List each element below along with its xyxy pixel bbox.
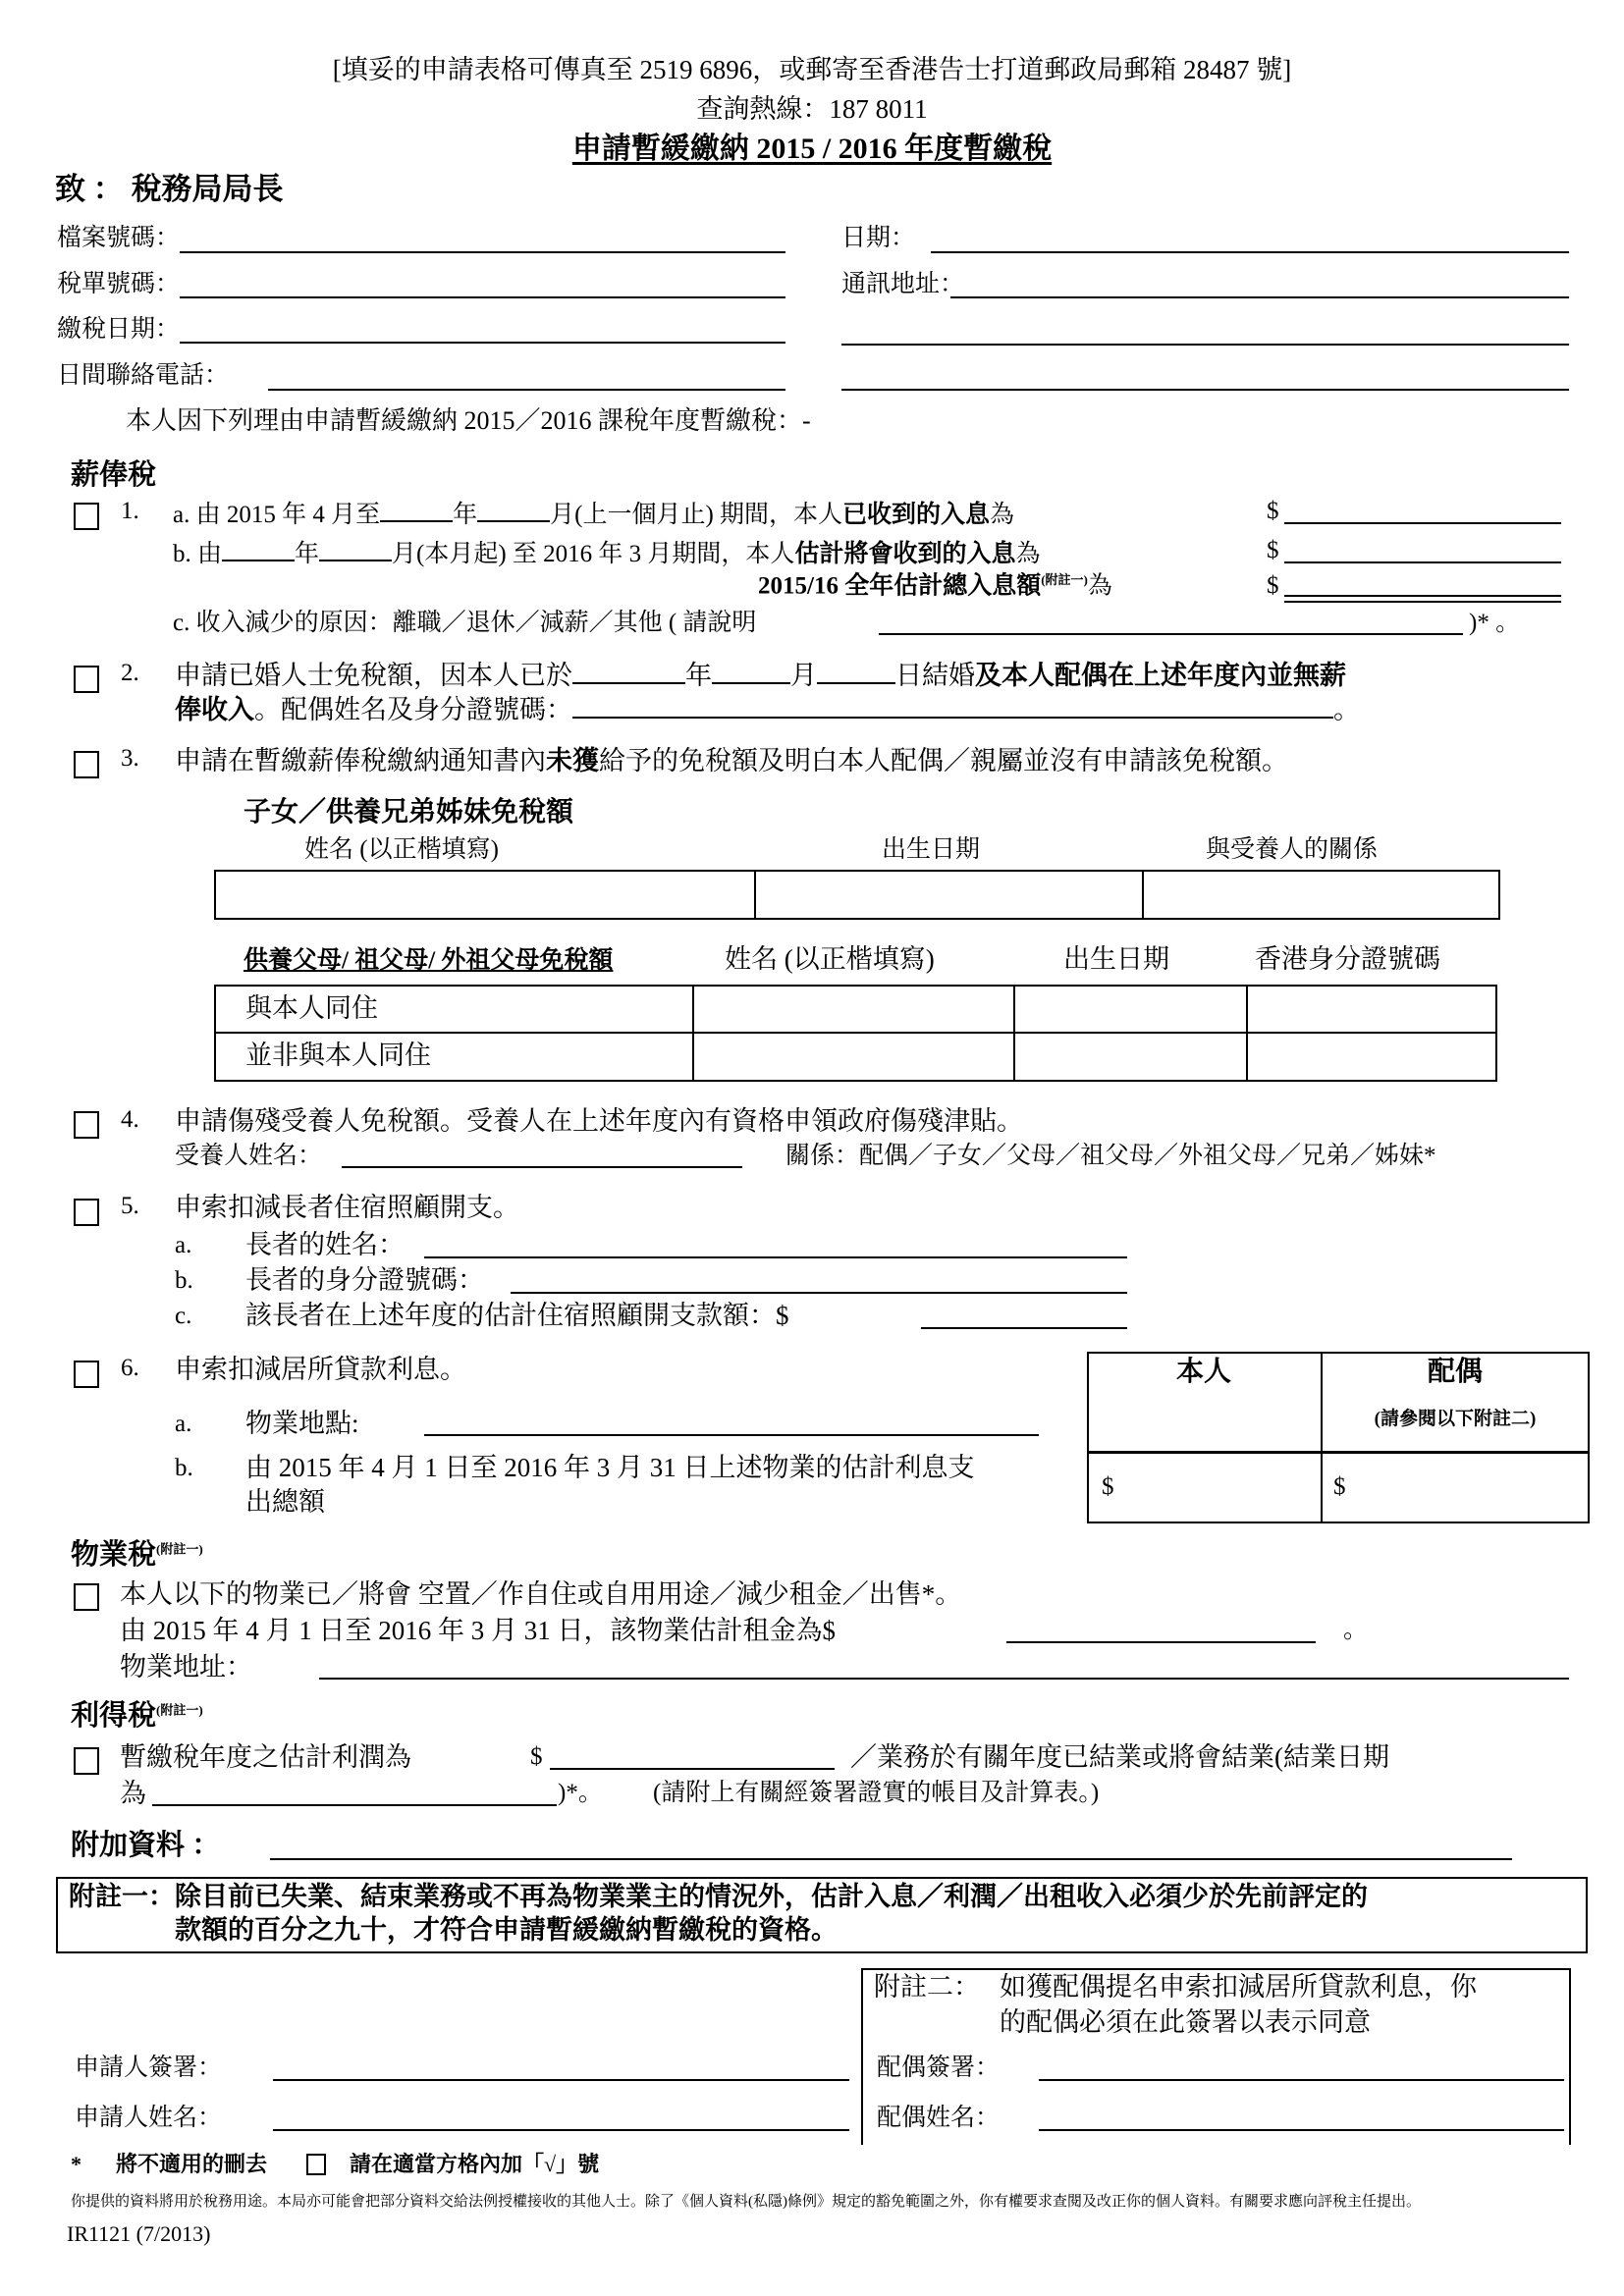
profits-line1-a: 暫繳稅年度之估計利潤為 (120, 1742, 411, 1772)
item2-part: 申請已婚人士免稅額，因本人已於 (175, 661, 572, 690)
children-col-name: 姓名 (以正楷填寫) (304, 836, 499, 863)
item1b-year-blank[interactable] (222, 538, 295, 561)
footer-tick-note: 請在適當方格內加「√」號 (350, 2152, 600, 2176)
note2-label: 附註二： (874, 1972, 980, 2002)
interest-self-header: 本人 (1175, 1357, 1231, 1387)
interest-self-amount[interactable]: $ (1102, 1473, 1114, 1500)
item2-part: 。配偶姓名及身分證號碼： (254, 695, 572, 724)
profits-tax-heading (71, 1702, 203, 1731)
daytime-phone-label: 日間聯絡電話： (57, 362, 230, 389)
submission-instructions: [填妥的申請表格可傳真至 2519 6896，或郵寄至香港告士打道郵政局郵箱 28487 號] (332, 55, 1292, 84)
elder-name-label: 長者的姓名： (245, 1230, 405, 1259)
applicant-signature-field[interactable] (273, 2079, 849, 2081)
applicant-name-field[interactable] (273, 2129, 849, 2131)
item3-number: 3. (121, 745, 139, 772)
salaries-tax-heading: 薪俸稅 (71, 459, 157, 491)
parents-col-id: 香港身分證號碼 (1255, 944, 1440, 974)
item3-part: 申請在暫繳薪俸稅繳納通知書內 (175, 746, 546, 775)
parents-col-name: 姓名 (以正楷填寫) (725, 944, 935, 974)
row-living-with: 與本人同住 (245, 993, 378, 1023)
profits-line2-a: 為 (120, 1779, 146, 1808)
children-col-dob: 出生日期 (882, 836, 981, 863)
item1a-part: 年 (453, 502, 478, 528)
item1b-part: 為 (1015, 541, 1041, 567)
item1b-amount-field[interactable] (1284, 561, 1561, 563)
interest-text-2: 出總額 (245, 1487, 325, 1517)
item6a-key: a. (175, 1411, 192, 1437)
additional-info-label: 附加資料 ： (71, 1830, 221, 1861)
item1b-text (173, 538, 1040, 566)
item5c-key: c. (175, 1303, 192, 1329)
item6b-key: b. (175, 1455, 193, 1481)
note1-line2: 款額的百分之九十，才符合申請暫緩繳納暫繳稅的資格。 (175, 1915, 838, 1945)
item1c-end: )* 。 (1469, 610, 1521, 636)
divider (692, 985, 694, 1081)
item1a-part: 為 (990, 502, 1015, 528)
property-checkbox[interactable] (74, 1583, 99, 1611)
interest-text-1: 由 2015 年 4 月 1 日至 2016 年 3 月 31 日上述物業的估計利息支 (245, 1453, 975, 1482)
spouse-name-label: 配偶姓名： (877, 2105, 1001, 2131)
item2-part: 年 (685, 661, 712, 690)
item6-checkbox[interactable] (74, 1361, 99, 1388)
item2-year-blank[interactable] (572, 661, 685, 684)
applicant-signature-label: 申請人簽署： (75, 2055, 223, 2081)
item1b-bold: 估計將會收到的入息 (794, 541, 1016, 567)
item1b-dollar: $ (1267, 537, 1279, 563)
note1-label: 附註一： (69, 1882, 175, 1911)
item2-part: 。 (1333, 695, 1360, 724)
item1a-text (173, 499, 1014, 527)
item1a-month-blank[interactable] (477, 499, 550, 522)
profits-dollar: $ (530, 1743, 543, 1770)
item2-bold: 俸收入 (175, 695, 254, 724)
additional-info-field[interactable] (270, 1858, 1512, 1860)
property-address-field[interactable] (319, 1678, 1569, 1680)
assessment-no-label: 稅單號碼： (57, 271, 181, 297)
elder-id-label: 長者的身分證號碼： (245, 1265, 484, 1295)
children-relation-cell[interactable] (1144, 872, 1494, 916)
item5-text: 申索扣減長者住宿照顧開支。 (175, 1193, 519, 1222)
property-rent-field[interactable] (1006, 1641, 1316, 1643)
item2-part: 月 (790, 661, 817, 690)
item1-total-bold: 2015/16 全年估計總入息額 (758, 572, 1042, 600)
item1b-part: 年 (295, 541, 320, 567)
parents-col-dob: 出生日期 (1063, 944, 1169, 974)
profits-tax-heading-text: 利得稅 (71, 1700, 157, 1732)
item2-part: 日結婚 (895, 661, 975, 690)
item1c-reason-field[interactable] (879, 633, 1463, 635)
hotline: 查詢熱線：187 8011 (696, 94, 928, 124)
item1a-dollar: $ (1267, 498, 1279, 524)
elder-id-field[interactable] (511, 1292, 1127, 1294)
due-date-label: 繳稅日期： (57, 316, 181, 343)
children-name-cell[interactable] (216, 872, 752, 916)
children-table-title: 子女／供養兄弟姊妹免稅額 (244, 797, 574, 828)
item1c-text: c. 收入減少的原因：離職／退休／減薪／其他 ( 請說明 (173, 610, 757, 636)
profits-line1-b: ／業務於有關年度已結業或將會結業(結業日期 (850, 1742, 1389, 1772)
divider (1087, 1451, 1589, 1454)
cessation-date-field[interactable] (152, 1804, 557, 1806)
interest-spouse-note: (請參閱以下附註二) (1374, 1409, 1537, 1429)
item3-checkbox[interactable] (74, 751, 99, 778)
file-no-field[interactable] (180, 251, 785, 253)
item1-total-part: 為 (1087, 572, 1112, 600)
item2-line2 (175, 695, 1360, 723)
item1-total-text (758, 573, 1112, 598)
property-line2: 由 2015 年 4 月 1 日至 2016 年 3 月 31 日，該物業估計租金為$ (120, 1616, 836, 1645)
spouse-name-field[interactable] (1039, 2129, 1564, 2131)
property-address-label: 物業地址： (120, 1652, 252, 1682)
elder-name-field[interactable] (424, 1256, 1127, 1258)
row-not-living-with: 並非與本人同住 (245, 1041, 431, 1070)
interest-spouse-amount[interactable]: $ (1333, 1473, 1346, 1500)
property-line1: 本人以下的物業已／將會 空置／作自住或自用用途／減少租金／出售*。 (120, 1579, 962, 1609)
profits-amount-field[interactable] (550, 1768, 835, 1770)
item2-bold: 及本人配偶在上述年度內並無薪 (975, 661, 1346, 690)
item1a-year-blank[interactable] (380, 499, 453, 522)
item5b-key: b. (175, 1267, 193, 1294)
item2-number: 2. (121, 660, 139, 686)
due-date-field[interactable] (180, 342, 785, 344)
item1b-part: 月(本月起) 至 2016 年 3 月期間，本人 (392, 541, 795, 567)
dependant-name-label: 受養人姓名： (175, 1143, 323, 1169)
privacy-statement: 你提供的資料將用於稅務用途。本局亦可能會把部分資料交給法例授權接收的其他人士。除了《個人資料(私隱)條例》規定的豁免範圍之外，你有權要求查閱及改正你的個人資料。有關要求應向評稅主任提出。 (71, 2194, 1421, 2210)
date-field[interactable] (931, 251, 1569, 253)
item4-text: 申請傷殘受養人免稅額。受養人在上述年度內有資格申領政府傷殘津貼。 (175, 1106, 1023, 1136)
note-ref: (附註一) (1041, 572, 1088, 587)
intro-text: 本人因下列理由申請暫緩繳納 2015／2016 課稅年度暫繳稅：- (126, 406, 811, 435)
file-no-label: 檔案號碼： (57, 225, 181, 251)
note-ref: (附註一) (156, 1702, 203, 1718)
property-line2-end: 。 (1343, 1617, 1369, 1643)
item1b-month-blank[interactable] (319, 538, 392, 561)
elder-expense-field[interactable] (921, 1327, 1127, 1329)
property-tax-heading (71, 1541, 203, 1570)
daytime-phone-field[interactable] (268, 389, 785, 391)
children-dob-cell[interactable] (756, 872, 1140, 916)
item6-number: 6. (121, 1355, 139, 1381)
interest-spouse-header: 配偶 (1427, 1357, 1483, 1387)
spouse-name-id-field[interactable] (572, 695, 1333, 719)
item5a-key: a. (175, 1232, 192, 1258)
item1b-part: b. 由 (173, 541, 223, 567)
property-location-label: 物業地點: (245, 1409, 359, 1438)
note2-line1: 如獲配偶提名申索扣減居所貸款利息，你 (1000, 1972, 1477, 2002)
item1a-part: a. 由 2015 年 4 月至 (173, 502, 381, 528)
divider (1246, 985, 1248, 1081)
item1-checkbox[interactable] (74, 503, 99, 530)
profits-line2-c: (請附上有關經簽署證實的帳目及計算表。) (653, 1780, 1100, 1806)
form-title-text: 申請暫緩繳納 2015 / 2016 年度暫繳稅 (571, 133, 1053, 165)
item4-checkbox[interactable] (74, 1111, 99, 1139)
item1-number: 1. (121, 498, 139, 524)
profits-line2-b: )*。 (558, 1780, 603, 1806)
item3-part: 給予的免稅額及明白本人配偶／親屬並沒有申請該免稅額。 (599, 746, 1288, 775)
item5-checkbox[interactable] (74, 1199, 99, 1226)
form-number: IR1121 (7/2013) (67, 2221, 211, 2246)
item1-total-dollar: $ (1267, 572, 1279, 599)
profits-checkbox[interactable] (74, 1747, 99, 1775)
note1-text: 除目前已失業、結束業務或不再為物業業主的情況外，估計入息／利潤／出租收入必須少於先前評定的 (175, 1882, 1368, 1911)
form-title (0, 134, 1624, 164)
spouse-signature-field[interactable] (1039, 2079, 1564, 2081)
property-location-field[interactable] (424, 1434, 1039, 1436)
elder-expense-label: 該長者在上述年度的估計住宿照顧開支款額：$ (245, 1301, 789, 1330)
property-tax-heading-text: 物業稅 (71, 1539, 157, 1571)
address-field-line3[interactable] (841, 389, 1569, 391)
item2-checkbox[interactable] (74, 666, 99, 693)
item5-number: 5. (121, 1193, 139, 1219)
item3-bold: 未獲 (546, 746, 599, 775)
dependant-name-field[interactable] (342, 1166, 742, 1168)
item2-day-blank[interactable] (817, 661, 895, 684)
addressee: 致 ： 稅務局局長 (55, 172, 284, 206)
spouse-signature-label: 配偶簽署： (877, 2055, 1001, 2081)
date-label: 日期： (841, 225, 916, 251)
address-label: 通訊地址： (841, 271, 965, 297)
item1a-part: 月(上一個月止) 期間，本人 (550, 502, 843, 528)
note2-line2: 的配偶必須在此簽署以表示同意 (1000, 2007, 1371, 2037)
footer-delete-note: 將不適用的刪去 (116, 2152, 268, 2176)
divider (1013, 985, 1015, 1081)
item4-number: 4. (121, 1106, 139, 1133)
item1a-amount-field[interactable] (1284, 522, 1561, 524)
item2-line1 (175, 661, 1346, 689)
assessment-no-field[interactable] (180, 296, 785, 298)
item6-text: 申索扣減居所貸款利息。 (175, 1355, 466, 1384)
address-field-line2[interactable] (841, 344, 1569, 346)
address-field[interactable] (950, 296, 1569, 298)
dependant-relation: 關係：配偶／子女／父母／祖父母／外祖父母／兄弟／姊妹* (785, 1143, 1436, 1169)
footer-checkbox-icon (306, 2154, 326, 2175)
item1-total-amount-field[interactable] (1284, 595, 1561, 603)
children-col-relation: 與受養人的關係 (1206, 836, 1379, 863)
note-ref: (附註一) (156, 1541, 203, 1557)
divider (214, 1032, 1496, 1034)
note1-line1 (69, 1884, 1368, 1910)
item1a-bold: 已收到的入息 (842, 502, 991, 528)
applicant-name-label: 申請人姓名： (75, 2105, 223, 2131)
footer-asterisk: * (71, 2152, 81, 2176)
parents-table-title: 供養父母/ 祖父母/ 外祖父母免稅額 (244, 947, 614, 974)
item3-text (175, 748, 1288, 774)
item2-month-blank[interactable] (712, 661, 790, 684)
